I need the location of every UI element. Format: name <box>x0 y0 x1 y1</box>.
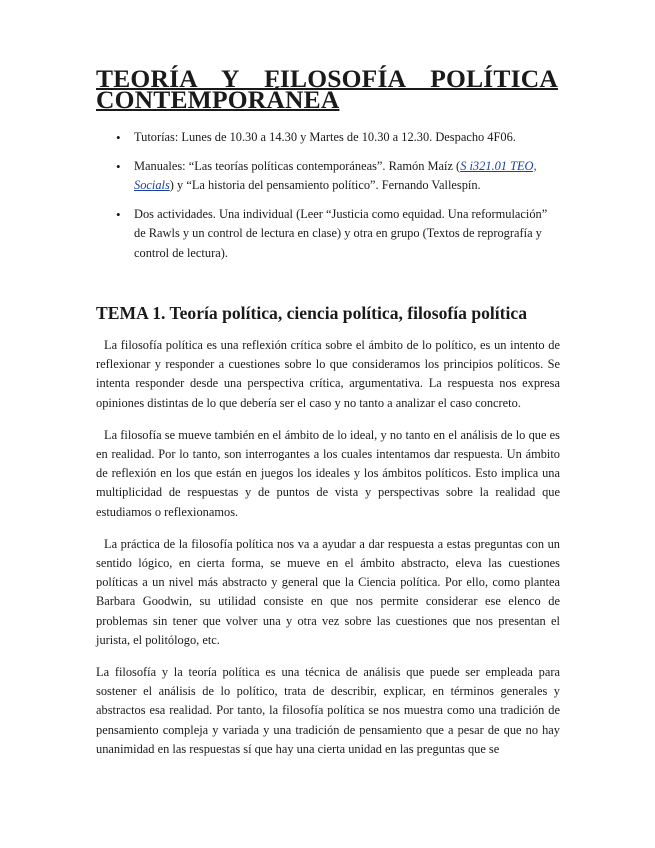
section-heading: TEMA 1. Teoría política, ciencia política, filosofía política <box>96 303 528 323</box>
list-item-text-pre: Manuales: “Las teorías políticas contemporáneas”. Ramón Maíz ( <box>134 158 461 173</box>
paragraph: La filosofía se mueve también en el ámbito de lo ideal, y no tanto en el análisis de lo que es en realidad. Por lo tanto, son interrogantes a los cuales intentamos dar respuesta. Un ámbito de reflexión en los que están en juegos los ideales y los ámbitos políticos. Esto implica una multiplicidad de respuestas y de puntos de vista y perspectivas sobre la realidad que estudiamos o reflexionamos. <box>96 427 560 519</box>
list-item-text: Dos actividades. Una individual (Leer “Justicia como equidad. Una reformulación” de Rawls y un control de lectura en clase) y otra en grupo (Textos de reprografía y control de lectura). <box>134 206 548 260</box>
body-text <box>96 336 560 772</box>
list-item-actividades <box>96 205 560 264</box>
list-item-text-post: ) y “La historia del pensamiento político”. Fernando Vallespín. <box>169 178 481 192</box>
paragraph: La filosofía política es una reflexión crítica sobre el ámbito de lo político, es un intento de reflexionar y responder a cuestiones sobre lo que consideramos los principios políticos. Se intenta responder desde una perspectiva crítica, argumentativa. La respuesta nos expresa opiniones distintas de lo que debería ser el caso y no tanto a analizar el caso concreto. <box>96 338 560 410</box>
title-line-1: TEORÍA Y FILOSOFÍA POLÍTICA <box>96 64 558 93</box>
paragraph: La práctica de la filosofía política nos va a ayudar a dar respuesta a estas preguntas con un sentido lógico, en cierta forma, se mueve en el ámbito abstracto, eleva las cuestiones políticas a un nivel más abstracto y general que la Ciencia política. Por ello, como plantea Barbara Goodwin, su utilidad consiste en que nos permite considerar ese elenco de problemas sin tener que volver una y otra vez sobre las cuestiones que nos presentan el jurista, el politólogo, etc. <box>96 536 560 647</box>
title-line-2: CONTEMPORÁNEA <box>96 85 340 114</box>
library-reference-link[interactable]: S i321.01 TEO, Socials <box>134 158 537 192</box>
list-item-text: Tutorías: Lunes de 10.30 a 14.30 y Martes de 10.30 a 12.30. Despacho 4F06. <box>134 130 516 144</box>
course-info-list <box>96 128 560 272</box>
list-item-manuales <box>96 157 560 196</box>
document-title <box>96 64 558 114</box>
list-item-tutorias <box>96 128 560 148</box>
paragraph: La filosofía y la teoría política es una técnica de análisis que puede ser empleada para sostener el análisis de lo político, trata de describir, explicar, en términos generales y abstractos esa realidad. Por tanto, la filosofía política se nos muestra como una tradición de pensamiento compleja y variada y una tradición de pensamiento que a pesar de que no hay unanimidad en las respuestas sí que hay una cierta unidad en las preguntas que se <box>96 665 560 756</box>
